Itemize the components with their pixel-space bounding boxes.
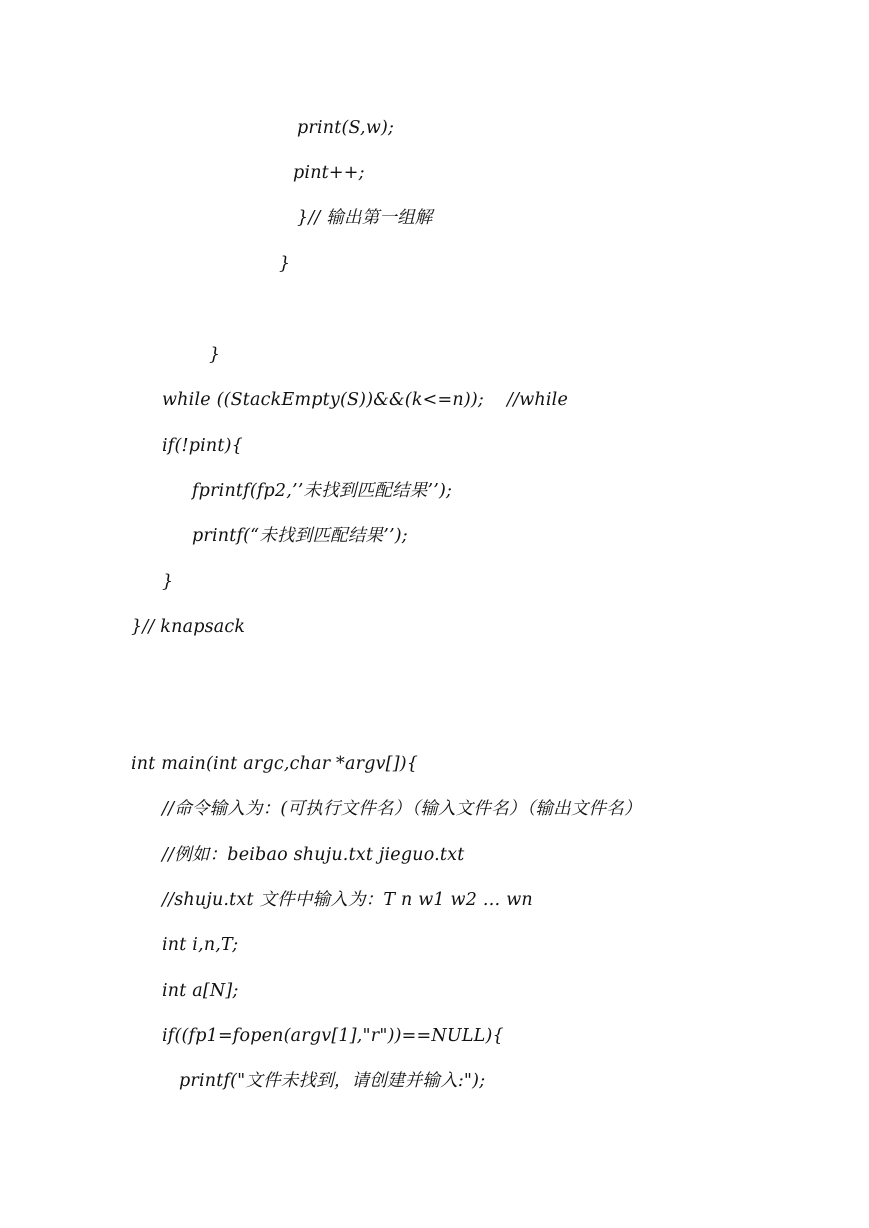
code-line: int a[N]; <box>162 981 239 1001</box>
code-line: int i,n,T; <box>162 935 239 955</box>
code-line: }// 输出第一组解 <box>297 208 433 228</box>
code-line: pint++; <box>293 163 365 183</box>
code-line: while ((StackEmpty(S))&&(k<=n)); //while <box>162 390 569 410</box>
code-line: printf(“未找到匹配结果’’); <box>192 526 408 546</box>
code-line: int main(int argc,char *argv[]){ <box>131 754 419 774</box>
code-line: fprintf(fp2,’’未找到匹配结果’’); <box>192 481 453 501</box>
code-line: }// knapsack <box>131 617 246 637</box>
code-line: print(S,w); <box>297 118 395 138</box>
code-line: printf("文件未找到，请创建并输入:"); <box>179 1071 486 1091</box>
code-line: } <box>162 572 174 592</box>
code-line: } <box>209 345 221 365</box>
code-line: } <box>279 254 291 274</box>
code-line: //shuju.txt 文件中输入为：T n w1 w2 … wn <box>162 890 533 910</box>
code-line: if((fp1=fopen(argv[1],"r"))==NULL){ <box>162 1026 504 1046</box>
code-line: //例如：beibao shuju.txt jieguo.txt <box>162 845 465 865</box>
code-line: //命令输入为：(可执行文件名）（输入文件名）（输出文件名） <box>162 799 642 819</box>
code-line: if(!pint){ <box>162 436 243 456</box>
